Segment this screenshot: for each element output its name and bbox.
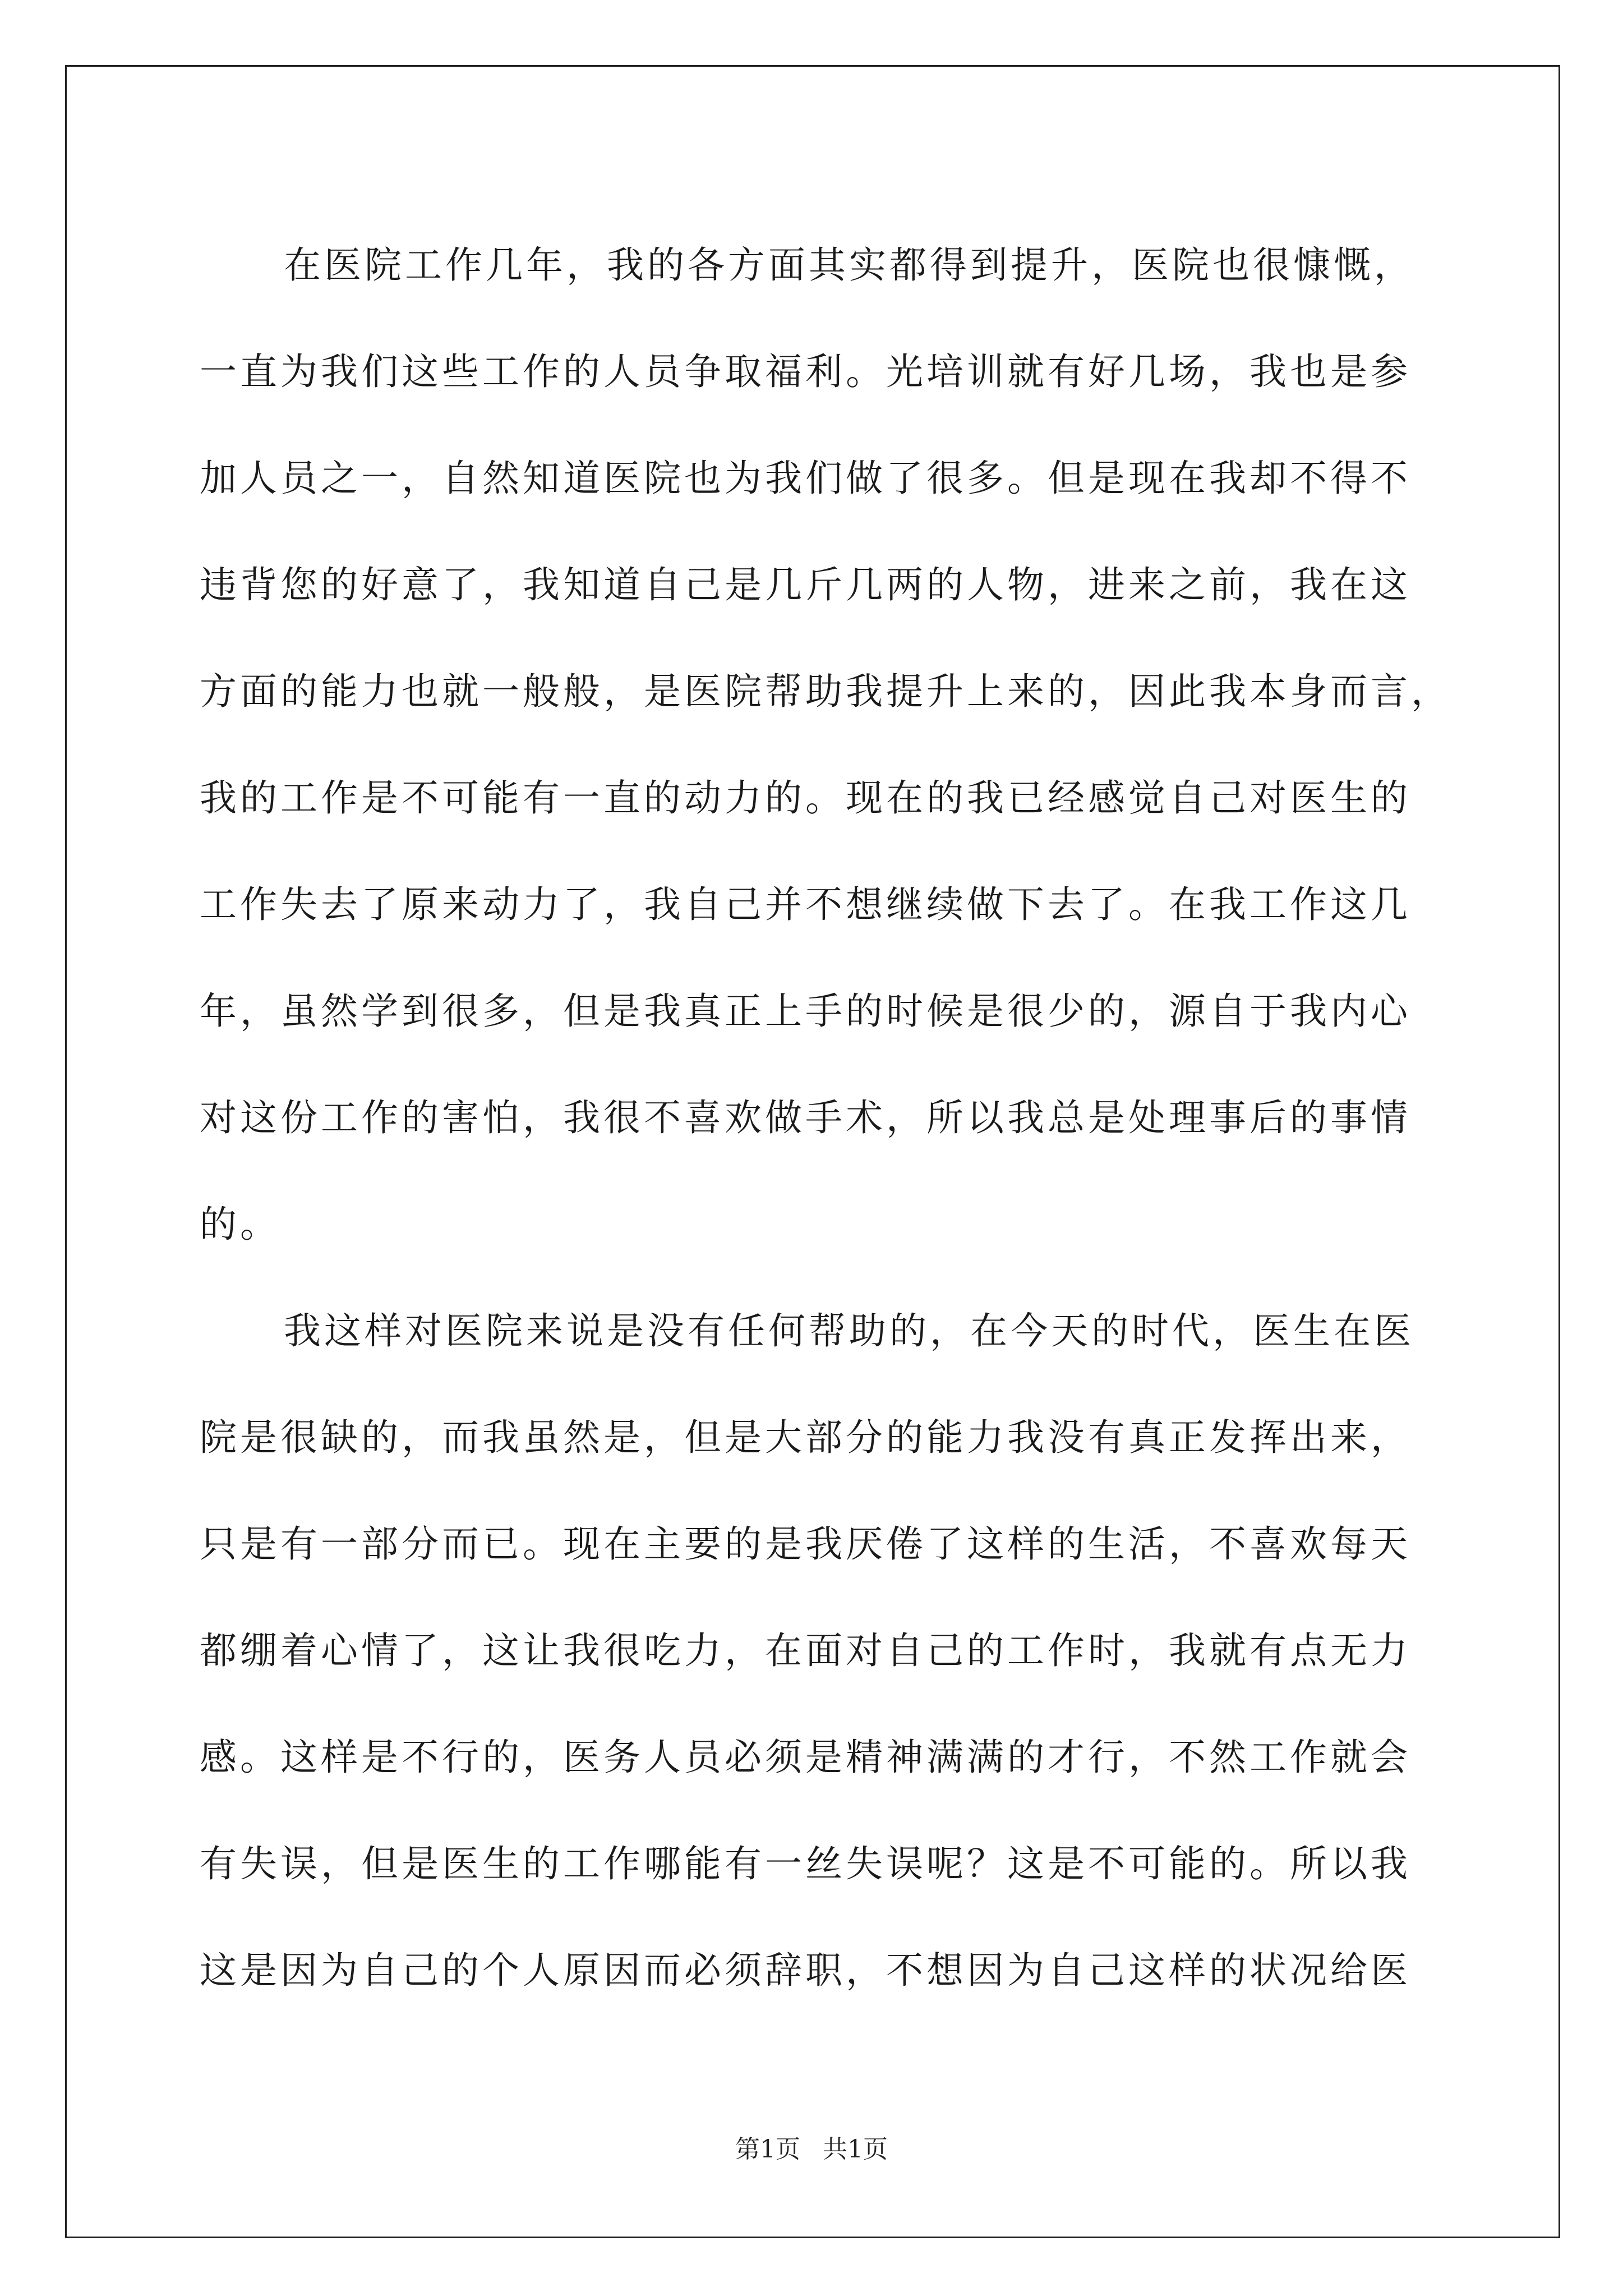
- document-body: [200, 212, 1467, 2024]
- paragraph-1-line-3: 加人员之一，自然知道医院也为我们做了很多。但是现在我却不得不: [200, 457, 1411, 500]
- paragraph-2-line-5: 感。这样是不行的，医务人员必须是精神满满的才行，不然工作就会: [200, 1736, 1411, 1779]
- paragraph-1-line-8: 年，虽然学到很多，但是我真正上手的时候是很少的，源自于我内心: [200, 990, 1411, 1033]
- paragraph-1-line-6: 我的工作是不可能有一直的动力的。现在的我已经感觉自己对医生的: [200, 776, 1411, 820]
- page-footer: [0, 2133, 1623, 2166]
- paragraph-1-line-4: 违背您的好意了，我知道自己是几斤几两的人物，进来之前，我在这: [200, 563, 1411, 606]
- paragraph-1-line-9: 对这份工作的害怕，我很不喜欢做手术，所以我总是处理事后的事情: [200, 1096, 1411, 1139]
- paragraph-1-line-7: 工作失去了原来动力了，我自己并不想继续做下去了。在我工作这几: [200, 883, 1411, 926]
- page-number: 第1页: [735, 2135, 800, 2164]
- paragraph-2-line-7: 这是因为自己的个人原因而必须辞职，不想因为自己这样的状况给医: [200, 1949, 1411, 1992]
- paragraph-1-line-1: 在医院工作几年，我的各方面其实都得到提升，医院也很慷慨，: [284, 243, 1414, 287]
- paragraph-1-line-5: 方面的能力也就一般般，是医院帮助我提升上来的，因此我本身而言，: [200, 670, 1451, 713]
- paragraph-2-line-1: 我这样对医院来说是没有任何帮助的，在今天的时代，医生在医: [284, 1309, 1414, 1352]
- page-total: 共1页: [823, 2135, 888, 2164]
- paragraph-1-line-10: 的。: [200, 1203, 280, 1246]
- paragraph-2-line-3: 只是有一部分而已。现在主要的是我厌倦了这样的生活，不喜欢每天: [200, 1522, 1411, 1566]
- paragraph-1-line-2: 一直为我们这些工作的人员争取福利。光培训就有好几场，我也是参: [200, 350, 1411, 393]
- paragraph-2-line-6: 有失误，但是医生的工作哪能有一丝失误呢？这是不可能的。所以我: [200, 1842, 1411, 1885]
- paragraph-2-line-4: 都绷着心情了，这让我很吃力，在面对自己的工作时，我就有点无力: [200, 1629, 1411, 1672]
- paragraph-2-line-2: 院是很缺的，而我虽然是，但是大部分的能力我没有真正发挥出来，: [200, 1416, 1411, 1459]
